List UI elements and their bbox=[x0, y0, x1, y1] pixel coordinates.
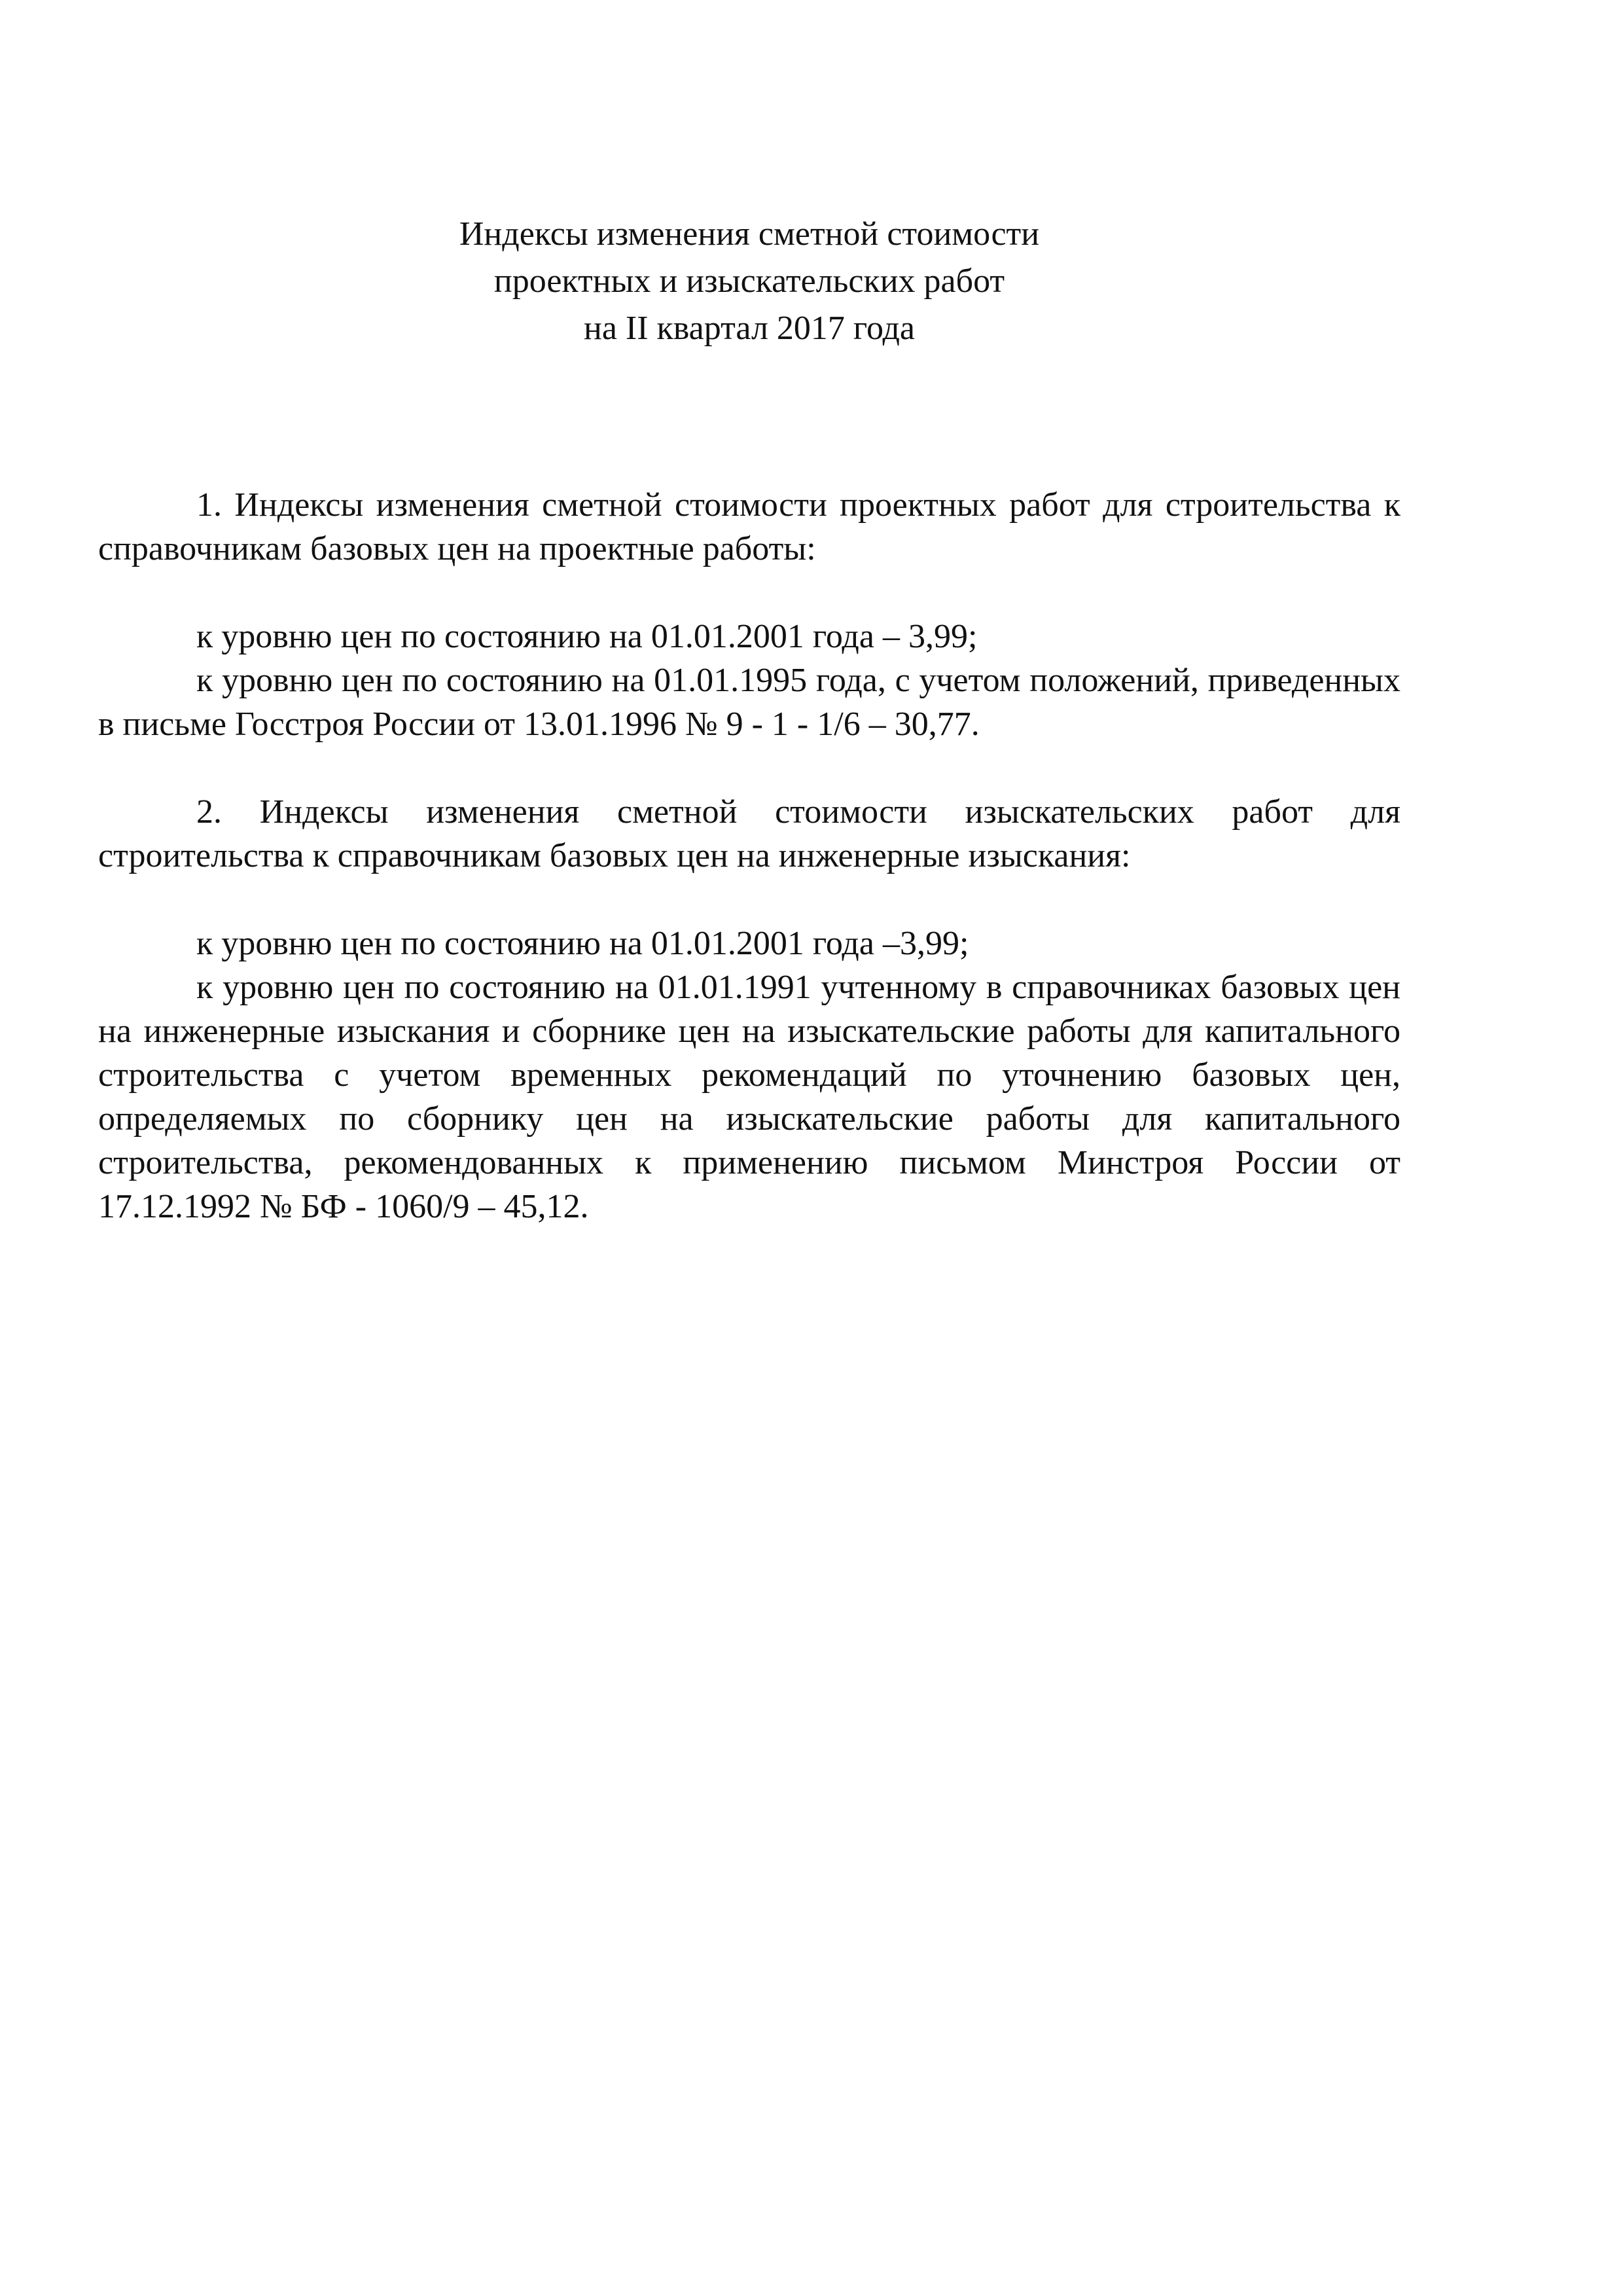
document-body bbox=[98, 483, 1400, 1229]
spacer bbox=[98, 571, 1400, 615]
spacer bbox=[98, 746, 1400, 790]
document-title bbox=[0, 211, 1499, 352]
section-1-item-1: к уровню цен по состоянию на 01.01.2001 года – 3,99; bbox=[196, 618, 978, 655]
title-line-1: Индексы изменения сметной стоимости bbox=[459, 215, 1040, 253]
title-line-2: проектных и изыскательских работ bbox=[493, 262, 1005, 300]
section-2-heading: 2. Индексы изменения сметной стоимости изыскательских работ для строительства к справочникам базовых цен на инженерные изыскания: bbox=[98, 793, 1400, 874]
section-2-item-1: к уровню цен по состоянию на 01.01.2001 года –3,99; bbox=[196, 925, 969, 962]
section-1-heading: 1. Индексы изменения сметной стоимости проектных работ для строительства к справочникам базовых цен на проектные работы: bbox=[98, 486, 1400, 567]
spacer bbox=[98, 878, 1400, 922]
section-1-item-2: к уровню цен по состоянию на 01.01.1995 года, с учетом положений, приведенных в письме Госстроя России от 13.01.1996 № 9 - 1 - 1/6 – 30,77. bbox=[98, 662, 1400, 743]
title-line-3: на II квартал 2017 года bbox=[584, 310, 915, 347]
section-2-item-2: к уровню цен по состоянию на 01.01.1991 учтенному в справочниках базовых цен на инженерные изыскания и сборнике цен на изыскательские работы для капитального строительства с учетом временных рекомендаций по уточнению базовых цен, определяемых по сборнику цен на изыскательские работы для капитального строительства, рекомендованных к применению письмом Минстроя России от 17.12.1992 № БФ - 1060/9 – 45,12. bbox=[98, 969, 1400, 1225]
